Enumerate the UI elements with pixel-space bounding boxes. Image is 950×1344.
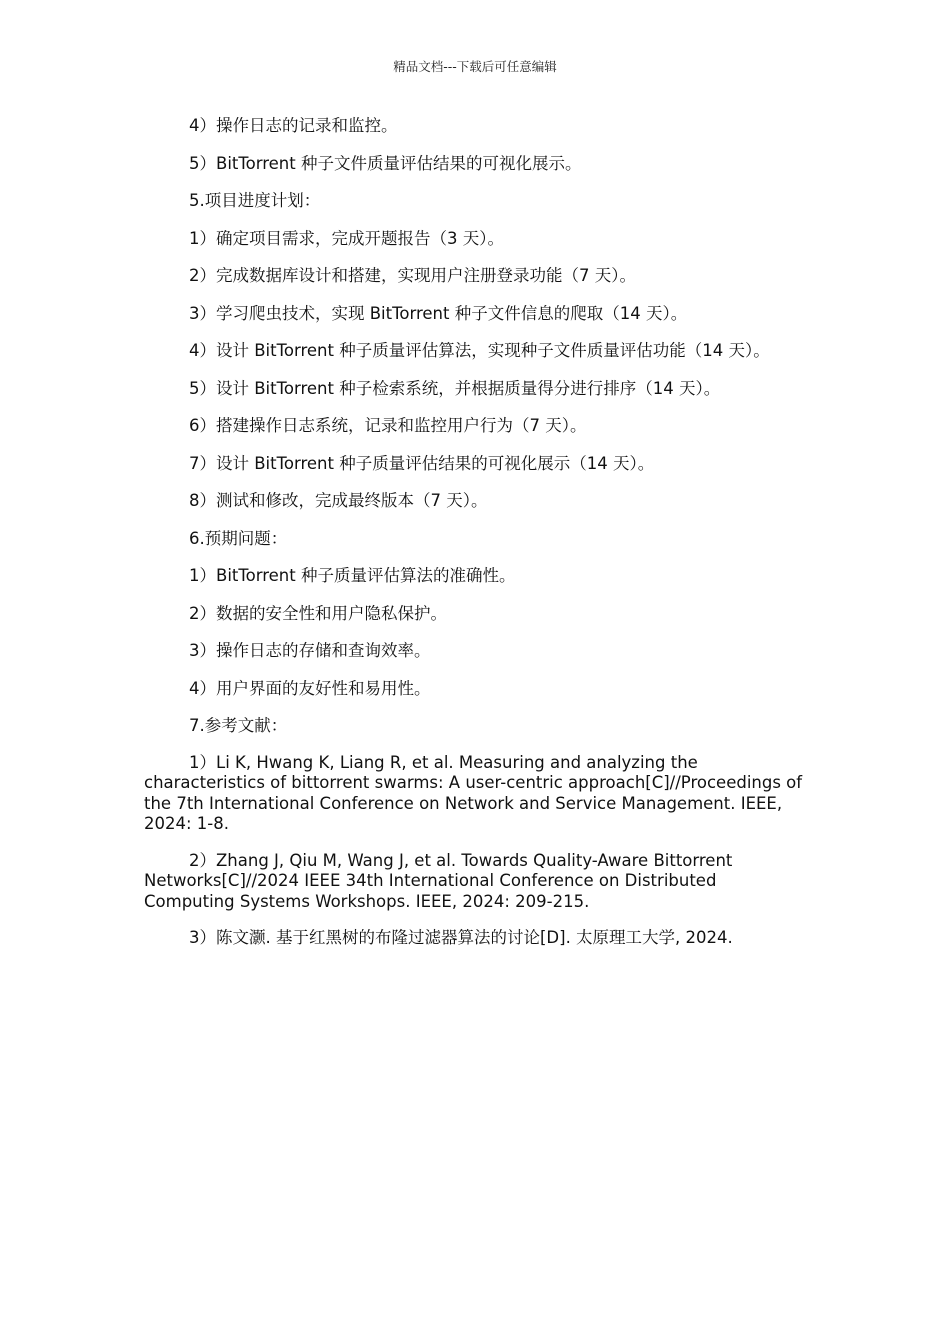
- section-heading: 5.项目进度计划：: [189, 191, 321, 210]
- reference-item: 1）Li K, Hwang K, Liang R, et al. Measuring and analyzing the characteristics of bittorrent swarms: A user-centric approach[C]//Proceedings of the 7th International Conference on Network and Service Management. IEEE, 2024: 1-8.: [144, 752, 803, 833]
- list-item: 8）测试和修改，完成最终版本（7 天）。: [189, 491, 488, 510]
- list-item: 4）用户界面的友好性和易用性。: [189, 678, 431, 698]
- document-body: [144, 115, 806, 949]
- list-item: 7）设计 BitTorrent 种子质量评估结果的可视化展示（14 天）。: [189, 453, 655, 473]
- reference-item: 3）陈文灏. 基于红黑树的布隆过滤器算法的讨论[D]. 太原理工大学, 2024.: [189, 928, 733, 947]
- reference-item: 2）Zhang J, Qiu M, Wang J, et al. Towards Quality-Aware Bittorrent Networks[C]//2024 IEEE 34th International Conference on Distributed Computing Systems Workshops. IEEE, 2024: 209-215.: [144, 850, 733, 911]
- list-item: 1）BitTorrent 种子质量评估算法的准确性。: [189, 566, 516, 585]
- list-item: 4）设计 BitTorrent 种子质量评估算法，实现种子文件质量评估功能（14 天）。: [189, 341, 770, 360]
- list-item: 5）设计 BitTorrent 种子检索系统，并根据质量得分进行排序（14 天）。: [189, 378, 721, 398]
- list-item: 2）完成数据库设计和搭建，实现用户注册登录功能（7 天）。: [189, 266, 636, 285]
- list-item: 2）数据的安全性和用户隐私保护。: [189, 603, 447, 623]
- section-heading: 7.参考文献：: [189, 716, 288, 735]
- list-item: 5）BitTorrent 种子文件质量评估结果的可视化展示。: [189, 153, 582, 173]
- section-heading: 6.预期问题：: [189, 528, 288, 548]
- list-item: 1）确定项目需求，完成开题报告（3 天）。: [189, 228, 504, 248]
- list-item: 4）操作日志的记录和监控。: [189, 116, 398, 135]
- list-item: 3）操作日志的存储和查询效率。: [189, 641, 431, 660]
- page-header: 精品文档---下载后可任意编辑: [393, 59, 557, 74]
- list-item: 3）学习爬虫技术，实现 BitTorrent 种子文件信息的爬取（14 天）。: [189, 303, 688, 323]
- list-item: 6）搭建操作日志系统，记录和监控用户行为（7 天）。: [189, 416, 587, 435]
